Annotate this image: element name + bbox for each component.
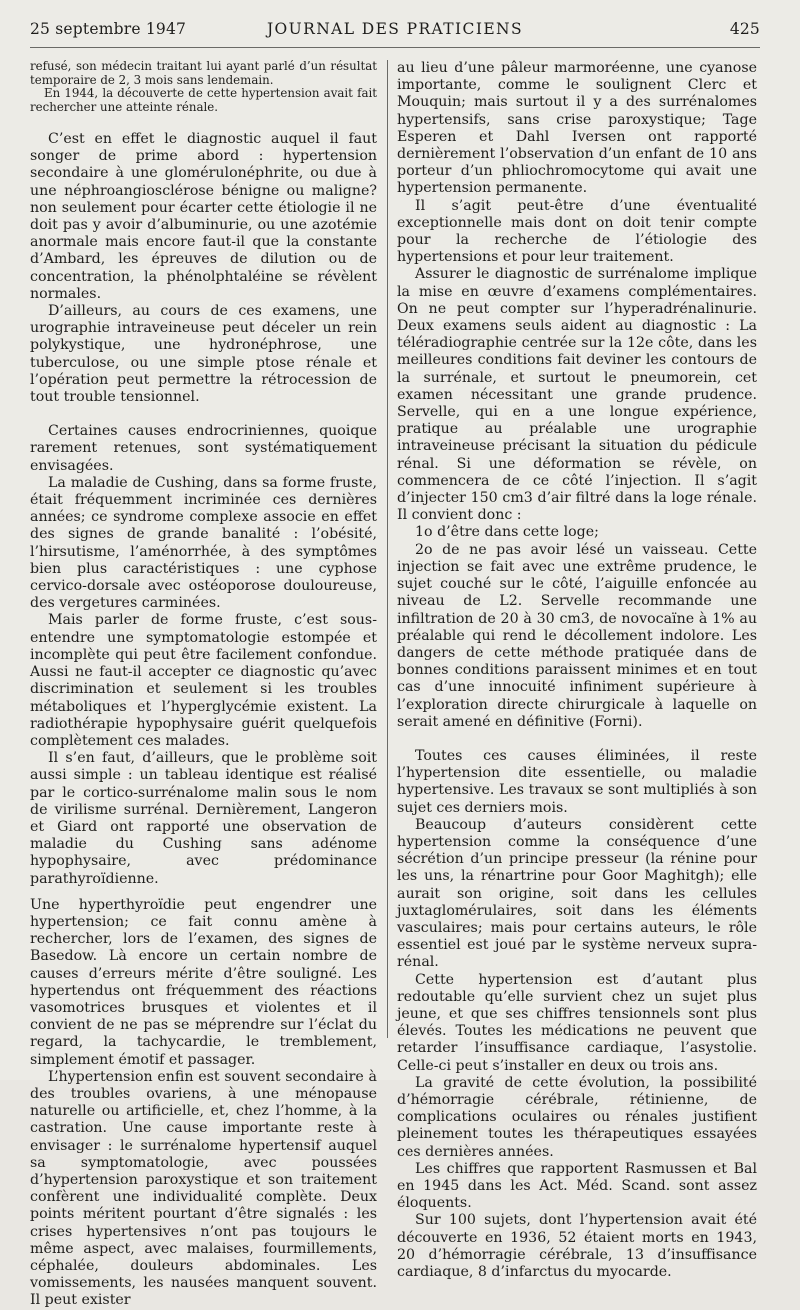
paragraph: Les chiffres que rapportent Rasmussen et Bal en 1945 dans les Act. Méd. Scand. sont assez éloquents. [397, 1160, 757, 1212]
paragraph: D’ailleurs, au cours de ces examens, une urographie intraveineuse peut déceler un rein polykystique, une hydronéphrose, une tuberculose, ou une simple ptose rénale et l’opération peut permettre la rétrocession de tout trouble tensionnel. [30, 303, 377, 406]
paragraph: Il s’agit peut-être d’une éventualité exceptionnelle mais dont on doit tenir compte pour la recherche de l’étiologie des hypertensions et pour leur traitement. [397, 197, 757, 266]
paragraph: Beaucoup d’auteurs considèrent cette hypertension comme la conséquence d’une sécrétion d’un principe presseur (la rénine pour les uns, la rénartrine pour Goor Maghitgh); elle aurait son origine, soit dans les cellules juxtaglomérulaires, soit dans les éléments vasculaires; mais pour certains auteurs, le rôle essentiel est joué par le système nerveux supra-rénal. [397, 816, 757, 971]
paragraph: En 1944, la découverte de cette hypertension avait fait rechercher une atteinte rénale. [30, 86, 377, 114]
journal-title: JOURNAL DES PRATICIENS [266, 20, 524, 38]
paragraph: Cette hypertension est d’autant plus redoutable qu’elle survient chez un sujet plus jeune, et que ses chiffres tensionnels sont plus élevés. Toutes les médications ne peuvent que retarder l’insuffisance cardiaque, l’asystolie. Celle-ci peut s’installer en deux ou trois ans. [397, 971, 757, 1074]
right-column [397, 60, 757, 1281]
paragraph: La maladie de Cushing, dans sa forme fruste, était fréquemment incriminée ces dernières années; ce syndrome complexe associe en effet des signes de grande banalité : l’obésité, l’hirsutisme, l’aménorrhée, à des symptômes bien plus caractéristiques : une cyphose cervico-dorsale avec ostéoporose douloureuse, des vergetures carminées. [30, 474, 377, 612]
left-column [30, 60, 377, 1310]
header-date: 25 septembre 1947 [30, 20, 187, 38]
paragraph: au lieu d’une pâleur marmoréenne, une cyanose importante, comme le soulignent Clerc et Mouquin; mais surtout il y a des surrénalomes hypertensifs, sans crise paroxystique; Tage Esperen et Dahl Iversen ont rapporté dernièrement l’observation d’un enfant de 10 ans porteur d’un phliochromocytome qui avait une hypertension permanente. [397, 60, 757, 197]
paragraph: C’est en effet le diagnostic auquel il faut songer de prime abord : hypertension secondaire à une glomérulonéphrite, ou due à une néphroangiosclérose bénigne ou maligne? non seulement pour écarter cette étiologie il ne doit pas y avoir d’albuminurie, ou une azotémie anormale mais encore faut-il que la constante d’Ambard, les épreuves de dilution ou de concentration, la phénolphtaléine se révèlent normales. [30, 131, 377, 302]
paragraph: 2o de ne pas avoir lésé un vaisseau. Cette injection se fait avec une extrême prudence, le sujet couché sur le côté, l’aiguille enfoncée au niveau de L2. Servelle recommande une infiltration de 20 à 30 cm3, de novocaïne à 1% au préalable qui rend le décollement indolore. Les dangers de cette méthode pratiquée dans de bonnes conditions paraissent minimes et en tout cas d’une innocuité infiniment supérieure à l’exploration directe chirurgicale à laquelle on serait amené en définitive (Forni). [397, 541, 757, 730]
paragraph: 1o d’être dans cette loge; [415, 524, 599, 541]
running-header [30, 20, 760, 40]
page-number: 425 [729, 20, 760, 38]
paragraph: refusé, son médecin traitant lui ayant parlé d’un résultat temporaire de 2, 3 mois sans lendemain. [30, 59, 377, 87]
paragraph: Certaines causes endrocriniennes, quoique rarement retenues, sont systématiquement envisagées. [30, 423, 377, 474]
paragraph: L’hypertension enfin est souvent secondaire à des troubles ovariens, à une ménopause naturelle ou artificielle, et, chez l’homme, à la castration. Une cause importante reste à envisager : le surrénalome hypertensif auquel sa symptomatologie, avec poussées d’hypertension paroxystique et son traitement confèrent une individualité complète. Deux points méritent pourtant d’être signalés : les crises hypertensives n’ont pas toujours le même aspect, avec malaises, fourmillements, céphalée, douleurs abdominales. Les vomissements, les nausées manquent souvent. Il peut exister [30, 1068, 377, 1309]
header-rule [30, 47, 760, 48]
paragraph: Mais parler de forme fruste, c’est sous-entendre une symptomatologie estompée et incomplète qui peut être facilement confondue. Aussi ne faut-il accepter ce diagnostic qu’avec discrimination et seulement si les troubles métaboliques et l’hyperglycémie existent. La radiothérapie hypophysaire guérit quelquefois complètement ces malades. [30, 612, 377, 749]
paragraph: Il s’en faut, d’ailleurs, que le problème soit aussi simple : un tableau identique est réalisé par le cortico-surrénalome malin sous le nom de virilisme surrénal. Dernièrement, Langeron et Giard ont rapporté une observation de maladie du Cushing sans adénome hypophysaire, avec prédominance parathyroïdienne. [30, 750, 377, 887]
column-divider [387, 60, 388, 1038]
paragraph: Toutes ces causes éliminées, il reste l’hypertension dite essentielle, ou maladie hypertensive. Les travaux se sont multipliés à son sujet ces derniers mois. [397, 747, 757, 816]
paragraph: La gravité de cette évolution, la possibilité d’hémorragie cérébrale, rétinienne, de complications oculaires ou rénales justifient pleinement toutes les thérapeutiques essayées ces dernières années. [397, 1074, 757, 1160]
paragraph: Sur 100 sujets, dont l’hypertension avait été découverte en 1936, 52 étaient morts en 1943, 20 d’hémorragie cérébrale, 13 d’insuffisance cardiaque, 8 d’infarctus du myocarde. [397, 1212, 757, 1281]
paragraph: Une hyperthyroïdie peut engendrer une hypertension; ce fait connu amène à rechercher, lors de l’examen, des signes de Basedow. Là encore un certain nombre de causes d’erreurs mérite d’être souligné. Les hypertendus ont fréquemment des réactions vasomotrices brusques et violentes et il convient de ne pas se méprendre sur l’éclat du regard, la tachycardie, le tremblement, simplement émotif et passager. [30, 896, 377, 1068]
paragraph: Assurer le diagnostic de surrénalome implique la mise en œuvre d’examens complémentaires. On ne peut compter sur l’hyperadrénalinurie. Deux examens seuls aident au diagnostic : La téléradiographie centrée sur la 12e côte, dans les meilleures conditions fait deviner les contours de la surrénale, et surtout le pneumorein, cet examen nécessitant une grande prudence. Servelle, qui en a une longue expérience, pratique au préalable une urographie intraveineuse précisant la situation du pédicule rénal. Si une déformation se révèle, on commencera de ce côté l’injection. Il s’agit d’injecter 150 cm3 d’air filtré dans la loge rénale. Il convient donc : [397, 266, 757, 524]
